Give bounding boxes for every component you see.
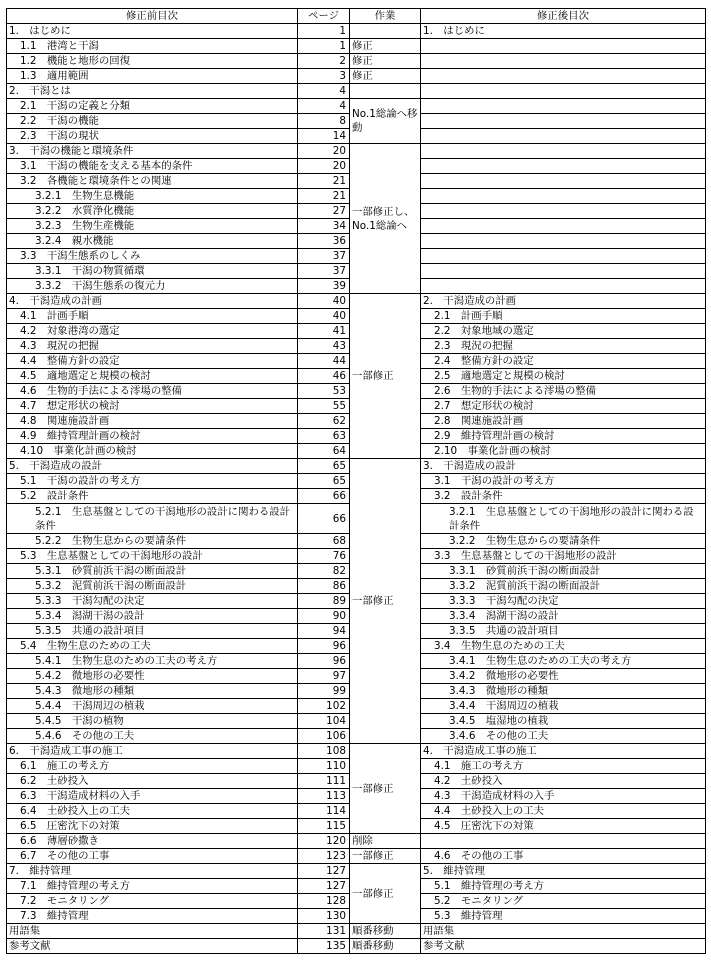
page-number: 135 bbox=[298, 939, 350, 954]
after-title: 4.3 干潟造成材料の入手 bbox=[421, 789, 706, 804]
before-title: 6.2 土砂投入 bbox=[7, 774, 298, 789]
before-title: 5.3.1 砂質前浜干潟の断面設計 bbox=[7, 564, 298, 579]
after-title: 3.3.2 泥質前浜干潟の断面設計 bbox=[421, 579, 706, 594]
work-cell: 一部修正 bbox=[350, 849, 421, 864]
page-number: 96 bbox=[298, 639, 350, 654]
page-number: 115 bbox=[298, 819, 350, 834]
page-number: 46 bbox=[298, 369, 350, 384]
before-title: 2.1 干潟の定義と分類 bbox=[7, 99, 298, 114]
page-number: 97 bbox=[298, 669, 350, 684]
page-number: 37 bbox=[298, 264, 350, 279]
before-title: 1.2 機能と地形の回復 bbox=[7, 54, 298, 69]
after-title bbox=[421, 114, 706, 129]
after-title bbox=[421, 249, 706, 264]
before-title: 4.1 計画手順 bbox=[7, 309, 298, 324]
after-title: 4.6 その他の工事 bbox=[421, 849, 706, 864]
after-title bbox=[421, 159, 706, 174]
after-title: 3.4.5 塩湿地の植栽 bbox=[421, 714, 706, 729]
work-cell: 一部修正し、No.1総論へ bbox=[350, 144, 421, 294]
page-number: 1 bbox=[298, 39, 350, 54]
page-number: 44 bbox=[298, 354, 350, 369]
work-cell: 修正 bbox=[350, 69, 421, 84]
after-title: 2. 干潟造成の計画 bbox=[421, 294, 706, 309]
page-number: 40 bbox=[298, 294, 350, 309]
after-title: 5.1 維持管理の考え方 bbox=[421, 879, 706, 894]
work-cell: 修正 bbox=[350, 39, 421, 54]
after-title: 3.4.4 干潟周辺の植栽 bbox=[421, 699, 706, 714]
before-title: 2.3 干潟の現状 bbox=[7, 129, 298, 144]
table-row bbox=[7, 39, 706, 54]
page-number: 55 bbox=[298, 399, 350, 414]
after-title: 4.4 土砂投入上の工夫 bbox=[421, 804, 706, 819]
page-number: 127 bbox=[298, 864, 350, 879]
page-number: 89 bbox=[298, 594, 350, 609]
work-cell: 順番移動 bbox=[350, 924, 421, 939]
page-number: 120 bbox=[298, 834, 350, 849]
before-title: 5. 干潟造成の設計 bbox=[7, 459, 298, 474]
after-title: 3.2.1 生息基盤としての干潟地形の設計に関わる設計条件 bbox=[421, 504, 706, 534]
after-title: 3.3.5 共通の設計項目 bbox=[421, 624, 706, 639]
before-title: 5.4.4 干潟周辺の植栽 bbox=[7, 699, 298, 714]
before-title: 6. 干潟造成工事の施工 bbox=[7, 744, 298, 759]
page-number: 108 bbox=[298, 744, 350, 759]
after-title: 2.1 計画手順 bbox=[421, 309, 706, 324]
table-row bbox=[7, 459, 706, 474]
before-title: 5.4.6 その他の工夫 bbox=[7, 729, 298, 744]
table-row bbox=[7, 834, 706, 849]
page-number: 90 bbox=[298, 609, 350, 624]
before-title: 4. 干潟造成の計画 bbox=[7, 294, 298, 309]
table-row bbox=[7, 864, 706, 879]
page-number: 111 bbox=[298, 774, 350, 789]
before-title: 5.3 生息基盤としての干潟地形の設計 bbox=[7, 549, 298, 564]
before-title: 3.2.3 生物生産機能 bbox=[7, 219, 298, 234]
page-number: 3 bbox=[298, 69, 350, 84]
after-title: 1. はじめに bbox=[421, 24, 706, 39]
before-title: 2.2 干潟の機能 bbox=[7, 114, 298, 129]
page-number: 130 bbox=[298, 909, 350, 924]
page-number: 43 bbox=[298, 339, 350, 354]
after-title: 4.2 土砂投入 bbox=[421, 774, 706, 789]
after-title: 2.5 適地選定と規模の検討 bbox=[421, 369, 706, 384]
before-title: 4.10 事業化計画の検討 bbox=[7, 444, 298, 459]
page-number: 8 bbox=[298, 114, 350, 129]
before-title: 3.2 各機能と環境条件との関連 bbox=[7, 174, 298, 189]
after-title: 2.6 生物的手法による澪場の整備 bbox=[421, 384, 706, 399]
work-cell: No.1総論へ移動 bbox=[350, 99, 421, 144]
after-title: 3.2.2 生物生息からの要請条件 bbox=[421, 534, 706, 549]
after-title: 2.4 整備方針の設定 bbox=[421, 354, 706, 369]
page-number: 27 bbox=[298, 204, 350, 219]
before-title: 5.3.2 泥質前浜干潟の断面設計 bbox=[7, 579, 298, 594]
page-number: 4 bbox=[298, 84, 350, 99]
after-title: 3.4.1 生物生息のための工夫の考え方 bbox=[421, 654, 706, 669]
page-number: 36 bbox=[298, 234, 350, 249]
after-title: 3.3.1 砂質前浜干潟の断面設計 bbox=[421, 564, 706, 579]
page-number: 131 bbox=[298, 924, 350, 939]
page-number: 34 bbox=[298, 219, 350, 234]
after-title: 3. 干潟造成の設計 bbox=[421, 459, 706, 474]
before-title: 5.2 設計条件 bbox=[7, 489, 298, 504]
after-title: 3.1 干潟の設計の考え方 bbox=[421, 474, 706, 489]
before-title: 5.3.3 干潟勾配の決定 bbox=[7, 594, 298, 609]
before-title: 4.9 維持管理計画の検討 bbox=[7, 429, 298, 444]
after-title bbox=[421, 129, 706, 144]
before-title: 7.1 維持管理の考え方 bbox=[7, 879, 298, 894]
page-number: 68 bbox=[298, 534, 350, 549]
before-title: 6.4 土砂投入上の工夫 bbox=[7, 804, 298, 819]
before-title: 4.3 現況の把握 bbox=[7, 339, 298, 354]
work-cell: 一部修正 bbox=[350, 864, 421, 924]
before-title: 3.1 干潟の機能を支える基本的条件 bbox=[7, 159, 298, 174]
before-title: 4.2 対象港湾の選定 bbox=[7, 324, 298, 339]
page-number: 104 bbox=[298, 714, 350, 729]
before-title: 5.1 干潟の設計の考え方 bbox=[7, 474, 298, 489]
before-title: 参考文献 bbox=[7, 939, 298, 954]
before-title: 3.3.2 干潟生態系の復元力 bbox=[7, 279, 298, 294]
after-title: 3.4.3 微地形の種類 bbox=[421, 684, 706, 699]
after-title bbox=[421, 144, 706, 159]
after-title bbox=[421, 219, 706, 234]
after-title: 2.8 関連施設計画 bbox=[421, 414, 706, 429]
before-title: 4.5 適地選定と規模の検討 bbox=[7, 369, 298, 384]
before-title: 1.1 港湾と干潟 bbox=[7, 39, 298, 54]
before-title: 4.6 生物的手法による澪場の整備 bbox=[7, 384, 298, 399]
page-number: 66 bbox=[298, 489, 350, 504]
work-cell: 一部修正 bbox=[350, 294, 421, 459]
before-title: 3.3.1 干潟の物質循環 bbox=[7, 264, 298, 279]
page-number: 110 bbox=[298, 759, 350, 774]
after-title bbox=[421, 174, 706, 189]
page-number: 1 bbox=[298, 24, 350, 39]
after-title: 4.5 圧密沈下の対策 bbox=[421, 819, 706, 834]
work-cell bbox=[350, 24, 421, 39]
after-title bbox=[421, 54, 706, 69]
before-title: 6.1 施工の考え方 bbox=[7, 759, 298, 774]
before-title: 6.6 薄層砂撒き bbox=[7, 834, 298, 849]
page-number: 96 bbox=[298, 654, 350, 669]
before-title: 6.3 干潟造成材料の入手 bbox=[7, 789, 298, 804]
after-title bbox=[421, 204, 706, 219]
before-title: 5.2.2 生物生息からの要請条件 bbox=[7, 534, 298, 549]
page-number: 20 bbox=[298, 144, 350, 159]
page-number: 21 bbox=[298, 174, 350, 189]
page-number: 102 bbox=[298, 699, 350, 714]
before-title: 7.3 維持管理 bbox=[7, 909, 298, 924]
page-number: 65 bbox=[298, 474, 350, 489]
page-number: 82 bbox=[298, 564, 350, 579]
page-number: 53 bbox=[298, 384, 350, 399]
work-cell: 修正 bbox=[350, 54, 421, 69]
page-number: 106 bbox=[298, 729, 350, 744]
before-title: 6.5 圧密沈下の対策 bbox=[7, 819, 298, 834]
work-cell: 一部修正 bbox=[350, 459, 421, 744]
work-cell: 順番移動 bbox=[350, 939, 421, 954]
page-number: 127 bbox=[298, 879, 350, 894]
table-row bbox=[7, 54, 706, 69]
after-title bbox=[421, 279, 706, 294]
header-row bbox=[7, 9, 706, 24]
before-title: 5.2.1 生息基盤としての干潟地形の設計に関わる設計条件 bbox=[7, 504, 298, 534]
page-number: 39 bbox=[298, 279, 350, 294]
page-number: 40 bbox=[298, 309, 350, 324]
page-number: 41 bbox=[298, 324, 350, 339]
page-number: 76 bbox=[298, 549, 350, 564]
page-number: 4 bbox=[298, 99, 350, 114]
table-row bbox=[7, 939, 706, 954]
page-number: 66 bbox=[298, 504, 350, 534]
after-title bbox=[421, 189, 706, 204]
after-title bbox=[421, 834, 706, 849]
before-title: 7. 維持管理 bbox=[7, 864, 298, 879]
before-title: 7.2 モニタリング bbox=[7, 894, 298, 909]
page-number: 14 bbox=[298, 129, 350, 144]
before-title: 5.4.1 生物生息のための工夫の考え方 bbox=[7, 654, 298, 669]
after-title: 2.9 維持管理計画の検討 bbox=[421, 429, 706, 444]
work-cell: 削除 bbox=[350, 834, 421, 849]
before-title: 4.8 関連施設計画 bbox=[7, 414, 298, 429]
before-title: 1. はじめに bbox=[7, 24, 298, 39]
table-row bbox=[7, 294, 706, 309]
table-row bbox=[7, 69, 706, 84]
header-after: 修正後目次 bbox=[421, 9, 706, 24]
page-number: 114 bbox=[298, 804, 350, 819]
table-row bbox=[7, 744, 706, 759]
after-title: 3.4.2 微地形の必要性 bbox=[421, 669, 706, 684]
before-title: 2. 干潟とは bbox=[7, 84, 298, 99]
after-title: 3.3.3 干潟勾配の決定 bbox=[421, 594, 706, 609]
after-title: 4. 干潟造成工事の施工 bbox=[421, 744, 706, 759]
page-number: 37 bbox=[298, 249, 350, 264]
work-cell bbox=[350, 84, 421, 99]
table-row bbox=[7, 144, 706, 159]
header-page: ページ bbox=[298, 9, 350, 24]
before-title: 5.4.3 微地形の種類 bbox=[7, 684, 298, 699]
page-number: 128 bbox=[298, 894, 350, 909]
table-row bbox=[7, 24, 706, 39]
work-cell: 一部修正 bbox=[350, 744, 421, 834]
after-title bbox=[421, 69, 706, 84]
page-number: 64 bbox=[298, 444, 350, 459]
before-title: 1.3 適用範囲 bbox=[7, 69, 298, 84]
page-number: 2 bbox=[298, 54, 350, 69]
page-number: 123 bbox=[298, 849, 350, 864]
before-title: 5.4.5 干潟の植物 bbox=[7, 714, 298, 729]
page-number: 99 bbox=[298, 684, 350, 699]
after-title: 3.4 生物生息のための工夫 bbox=[421, 639, 706, 654]
page-number: 63 bbox=[298, 429, 350, 444]
after-title bbox=[421, 99, 706, 114]
table-row bbox=[7, 99, 706, 114]
before-title: 4.7 想定形状の検討 bbox=[7, 399, 298, 414]
after-title: 3.4.6 その他の工夫 bbox=[421, 729, 706, 744]
after-title: 4.1 施工の考え方 bbox=[421, 759, 706, 774]
page-number: 62 bbox=[298, 414, 350, 429]
before-title: 5.4 生物生息のための工夫 bbox=[7, 639, 298, 654]
header-before: 修正前目次 bbox=[7, 9, 298, 24]
page-number: 20 bbox=[298, 159, 350, 174]
before-title: 3.2.4 親水機能 bbox=[7, 234, 298, 249]
after-title: 3.2 設計条件 bbox=[421, 489, 706, 504]
page-number: 65 bbox=[298, 459, 350, 474]
before-title: 4.4 整備方針の設定 bbox=[7, 354, 298, 369]
page-number: 94 bbox=[298, 624, 350, 639]
before-title: 5.3.5 共通の設計項目 bbox=[7, 624, 298, 639]
page-number: 113 bbox=[298, 789, 350, 804]
after-title: 2.7 想定形状の検討 bbox=[421, 399, 706, 414]
page-number: 21 bbox=[298, 189, 350, 204]
after-title bbox=[421, 84, 706, 99]
toc-comparison-table bbox=[6, 8, 706, 954]
after-title bbox=[421, 264, 706, 279]
after-title: 5.2 モニタリング bbox=[421, 894, 706, 909]
after-title bbox=[421, 39, 706, 54]
before-title: 5.4.2 微地形の必要性 bbox=[7, 669, 298, 684]
after-title: 5. 維持管理 bbox=[421, 864, 706, 879]
before-title: 5.3.4 潟湖干潟の設計 bbox=[7, 609, 298, 624]
before-title: 6.7 その他の工事 bbox=[7, 849, 298, 864]
after-title: 3.3.4 潟湖干潟の設計 bbox=[421, 609, 706, 624]
after-title: 2.10 事業化計画の検討 bbox=[421, 444, 706, 459]
after-title: 2.2 対象地域の選定 bbox=[421, 324, 706, 339]
header-work: 作業 bbox=[350, 9, 421, 24]
before-title: 3.3 干潟生態系のしくみ bbox=[7, 249, 298, 264]
after-title: 2.3 現況の把握 bbox=[421, 339, 706, 354]
after-title: 用語集 bbox=[421, 924, 706, 939]
before-title: 3.2.1 生物生息機能 bbox=[7, 189, 298, 204]
after-title bbox=[421, 234, 706, 249]
table-row bbox=[7, 84, 706, 99]
before-title: 3. 干潟の機能と環境条件 bbox=[7, 144, 298, 159]
before-title: 用語集 bbox=[7, 924, 298, 939]
after-title: 5.3 維持管理 bbox=[421, 909, 706, 924]
before-title: 3.2.2 水質浄化機能 bbox=[7, 204, 298, 219]
table-row bbox=[7, 849, 706, 864]
table-row bbox=[7, 924, 706, 939]
page-number: 86 bbox=[298, 579, 350, 594]
after-title: 参考文献 bbox=[421, 939, 706, 954]
after-title: 3.3 生息基盤としての干潟地形の設計 bbox=[421, 549, 706, 564]
